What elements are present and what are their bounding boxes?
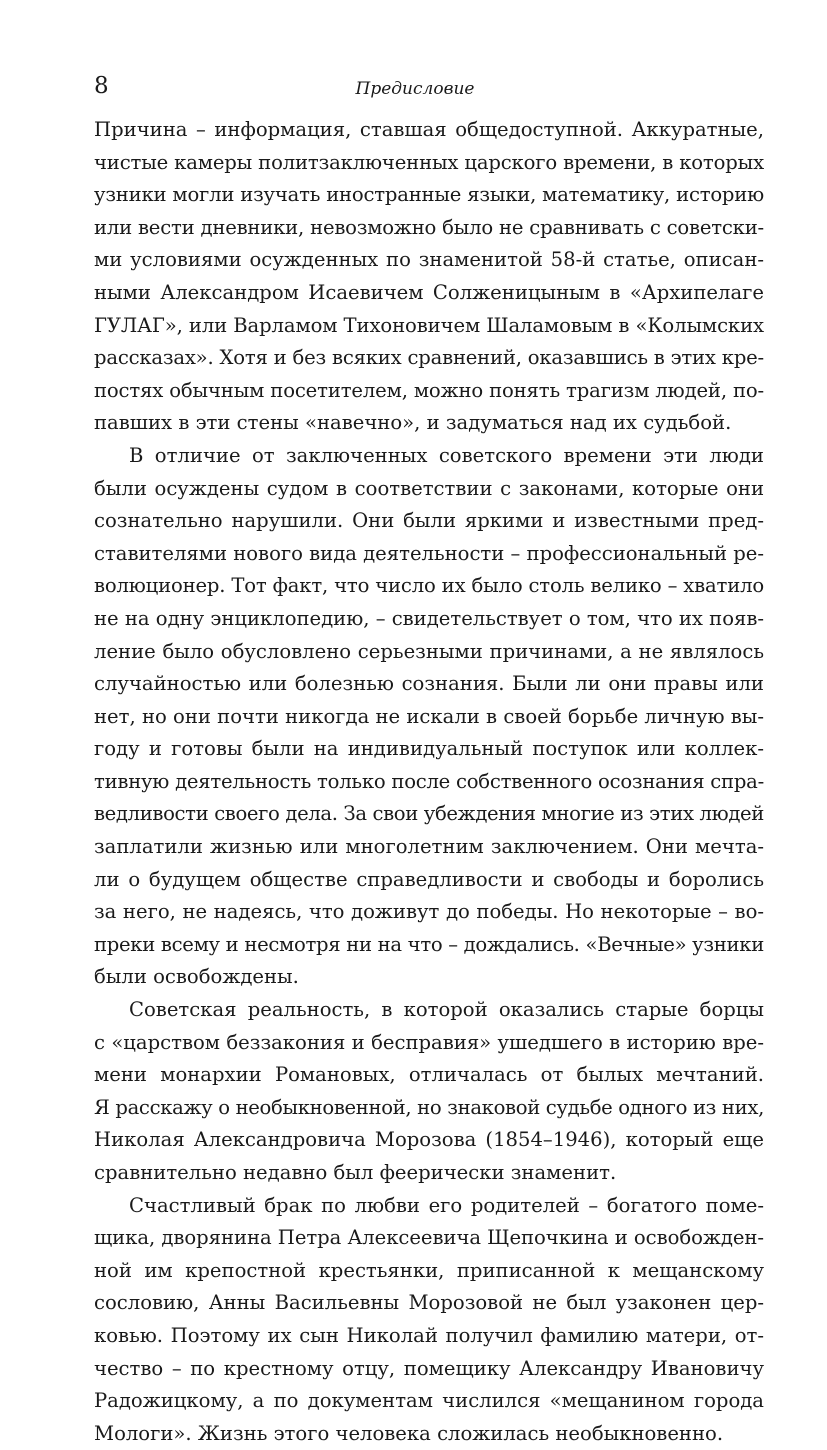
text-line: тивную деятельность только после собственного осознания спра-: [94, 769, 764, 793]
text-line: ГУЛАГ», или Варламом Тихоновичем Шаламовым в «Колымских: [94, 313, 764, 337]
text-line: узники могли изучать иностранные языки, математику, историю: [94, 183, 764, 207]
body-text: [94, 114, 764, 1450]
text-line: Радожицкому, а по документам числился «мещанином города: [94, 1389, 764, 1413]
text-line: чистые камеры политзаключенных царского времени, в которых: [94, 150, 764, 174]
text-line: сословию, Анны Васильевны Морозовой не был узаконен цер-: [94, 1291, 764, 1315]
text-line: Я расскажу о необыкновенной, но знаковой судьбе одного из них,: [94, 1095, 764, 1119]
paragraph: [94, 994, 764, 1190]
text-line: сознательно нарушили. Они были яркими и известными пред-: [94, 509, 764, 533]
text-line: павших в эти стены «навечно», и задуматься над их судьбой.: [94, 411, 732, 435]
text-line: рассказах». Хотя и без всяких сравнений, оказавшись в этих кре-: [94, 346, 764, 370]
text-line: ли о будущем обществе справедливости и свободы и боролись: [94, 867, 764, 891]
text-line: за него, не надеясь, что доживут до победы. Но некоторые – во-: [94, 900, 764, 924]
text-line: Счастливый брак по любви его родителей – богатого поме-: [129, 1193, 764, 1217]
text-line: В отличие от заключенных советского времени эти люди: [129, 443, 764, 467]
text-line: Николая Александровича Морозова (1854–1946), который еще: [94, 1128, 764, 1152]
text-line: году и готовы были на индивидуальный поступок или коллек-: [94, 737, 764, 761]
text-line: случайностью или болезнью сознания. Были ли они правы или: [94, 672, 764, 696]
text-line: Причина – информация, ставшая общедоступной. Аккуратные,: [94, 118, 764, 141]
text-line: щика, дворянина Петра Алексеевича Щепочкина и освобожден-: [94, 1226, 764, 1250]
page-number: 8: [94, 73, 109, 99]
paragraph: [94, 1190, 764, 1450]
text-line: были освобождены.: [94, 965, 299, 989]
text-line: нет, но они почти никогда не искали в своей борьбе личную вы-: [94, 704, 764, 728]
text-line: ление было обусловлено серьезными причинами, а не являлось: [94, 639, 764, 663]
text-line: ми условиями осужденных по знаменитой 58-й статье, описан-: [94, 248, 764, 272]
text-line: ставителями нового вида деятельности – профессиональный ре-: [94, 541, 764, 565]
text-line: преки всему и несмотря ни на что – дождались. «Вечные» узники: [94, 932, 764, 956]
text-line: постях обычным посетителем, можно понять трагизм людей, по-: [94, 378, 765, 402]
paragraph: [94, 114, 764, 440]
text-line: или вести дневники, невозможно было не сравнивать с советски-: [94, 215, 764, 239]
text-line: ными Александром Исаевичем Солженицыным в «Архипелаге: [94, 280, 764, 304]
text-line: заплатили жизнью или многолетним заключением. Они мечта-: [94, 835, 764, 859]
text-line: сравнительно недавно был феерически знаменит.: [94, 1161, 617, 1184]
text-line: ведливости своего дела. За свои убеждения многие из этих людей: [94, 802, 764, 826]
paragraph: [94, 440, 764, 994]
text-line: ковью. Поэтому их сын Николай получил фамилию матери, от-: [94, 1323, 764, 1347]
text-line: ной им крепостной крестьянки, приписанной к мещанскому: [94, 1258, 764, 1282]
running-title: Предисловие: [355, 79, 475, 99]
text-line: Советская реальность, в которой оказались старые борцы: [129, 998, 764, 1022]
text-line: не на одну энциклопедию, – свидетельствует о том, что их появ-: [94, 606, 764, 630]
text-line: Мологи». Жизнь этого человека сложилась необыкновенно.: [94, 1421, 724, 1445]
text-line: чество – по крестному отцу, помещику Александру Ивановичу: [94, 1356, 764, 1380]
text-line: с «царством беззакония и бесправия» ушедшего в историю вре-: [94, 1030, 764, 1054]
text-line: были осуждены судом в соответствии с законами, которые они: [94, 476, 764, 500]
text-line: мени монархии Романовых, отличалась от былых мечтаний.: [94, 1063, 764, 1087]
text-line: волюционер. Тот факт, что число их было столь велико – хватило: [94, 574, 764, 598]
